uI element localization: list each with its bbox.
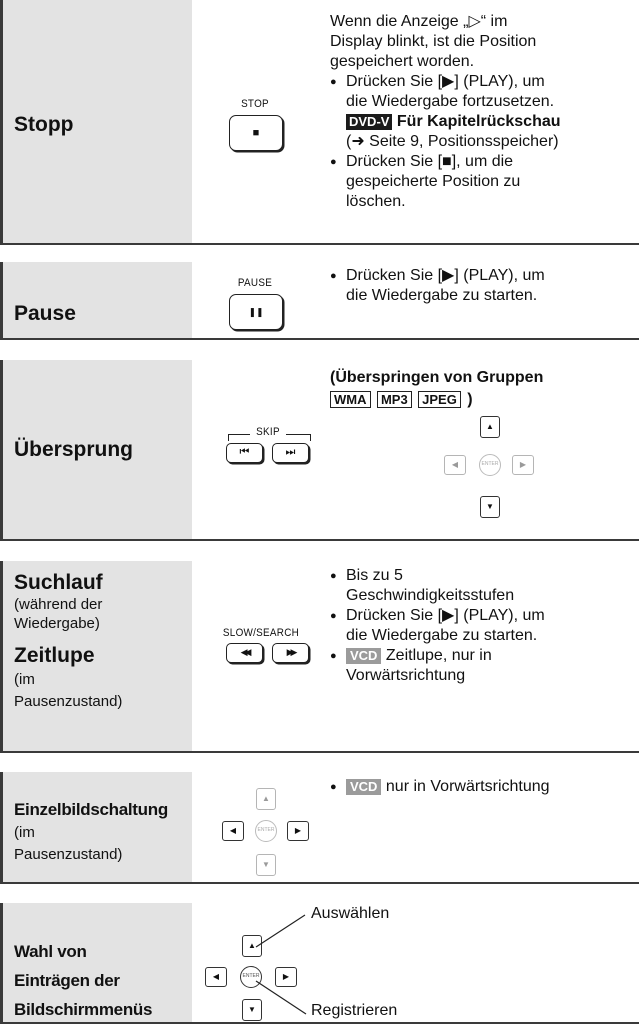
menu-title-line: Wahl von: [14, 942, 87, 961]
search-subtitle: Wiedergabe): [14, 615, 100, 632]
skip-prev-button[interactable]: [226, 443, 263, 463]
frame-bullet-text: nur in Vorwärtsrichtung: [385, 778, 550, 795]
search-subtitle: (während der: [14, 596, 103, 613]
right-arrow-button[interactable]: ▶: [275, 967, 297, 987]
stop-bullet-line: ● Drücken Sie [■], um die: [346, 153, 514, 170]
row-stop: [0, 0, 639, 245]
rewind-icon: ◀◀: [240, 647, 249, 657]
stop-text-line: gespeichert worden.: [330, 53, 475, 70]
stop-bullet-line: die Wiedergabe fortzusetzen.: [346, 93, 555, 110]
stop-button[interactable]: [229, 115, 283, 151]
left-arrow-button[interactable]: ◀: [205, 967, 227, 987]
row-frame-title: [14, 797, 168, 864]
search-bullet-line: Zeitlupe, nur in: [385, 647, 492, 664]
skip-next-icon: ⏭: [285, 446, 296, 458]
fast-forward-icon: ▶▶: [286, 647, 295, 657]
callout-register: Registrieren: [311, 1002, 398, 1019]
slow-subtitle: (im: [14, 671, 35, 688]
search-vcd-line: [346, 646, 633, 666]
stop-bullet-line: gespeicherte Position zu: [346, 173, 521, 190]
stop-bullet-resume: [330, 72, 633, 152]
menu-title-line: Einträgen der: [14, 971, 120, 990]
search-bullet-speeds: [330, 566, 633, 606]
row-pause-text: [330, 266, 633, 306]
down-arrow-button[interactable]: ▼: [242, 999, 262, 1021]
enter-button[interactable]: ENTER: [240, 966, 262, 988]
right-arrow-button[interactable]: ▶: [287, 821, 309, 841]
dvd-v-badge: DVD-V: [346, 114, 392, 130]
row-stop-text: [330, 12, 633, 212]
row-frame-text: [330, 777, 633, 797]
right-arrow-button[interactable]: ▶: [512, 455, 534, 475]
skip-heading-close: ): [467, 391, 473, 408]
skip-button-label: SKIP: [250, 426, 286, 438]
row-skip: [0, 360, 639, 541]
left-arrow-button[interactable]: ◀: [222, 821, 244, 841]
skip-heading: (Überspringen von Gruppen: [330, 369, 544, 386]
stop-text-line: Display blinkt, ist die Position: [330, 33, 537, 50]
row-menu: [0, 903, 639, 1026]
row-search-title: [14, 571, 122, 711]
menu-title-line: Bildschirmmenüs: [14, 1000, 153, 1019]
up-arrow-button[interactable]: ▲: [480, 416, 500, 438]
pause-button-label: PAUSE: [237, 277, 273, 289]
callout-select: Auswählen: [311, 905, 390, 922]
up-arrow-button[interactable]: ▲: [256, 788, 276, 810]
rewind-search-button[interactable]: [226, 643, 263, 663]
row-search-text: [330, 566, 633, 686]
mp3-badge: MP3: [377, 391, 412, 408]
search-bullet-play: [330, 606, 633, 646]
pause-bullet-line: die Wiedergabe zu starten.: [346, 287, 538, 304]
search-bullet-line: Geschwindigkeitsstufen: [346, 587, 515, 604]
row-frame: [0, 772, 639, 884]
stop-text-line: Wenn die Anzeige „▷“ im: [330, 13, 508, 30]
down-arrow-button[interactable]: ▼: [256, 854, 276, 876]
stop-bullet-clear: [330, 152, 633, 212]
slow-title: Zeitlupe: [14, 644, 95, 667]
search-bullet-line: die Wiedergabe zu starten.: [346, 627, 538, 644]
search-title: Suchlauf: [14, 571, 103, 594]
down-arrow-button[interactable]: ▼: [480, 496, 500, 518]
jpeg-badge: JPEG: [418, 391, 461, 408]
stop-bullet-line: löschen.: [346, 193, 406, 210]
chapter-review-label: Für Kapitelrückschau: [396, 113, 561, 130]
search-bullet-line: ● Drücken Sie [▶] (PLAY), um: [346, 607, 545, 624]
row-skip-title: Übersprung: [14, 438, 134, 461]
pause-bullet-line: ● Drücken Sie [▶] (PLAY), um: [346, 267, 545, 284]
left-arrow-button[interactable]: ◀: [444, 455, 466, 475]
row-pause-title: Pause: [14, 302, 76, 325]
stop-chapter-review: [346, 112, 633, 132]
pause-icon: ❚❚: [248, 307, 264, 317]
stop-icon: ■: [252, 127, 260, 139]
stop-bullet-line: ● Drücken Sie [▶] (PLAY), um: [346, 73, 545, 90]
vcd-badge: VCD: [346, 648, 381, 664]
row-pause: [0, 262, 639, 340]
frame-bullet: [330, 777, 633, 797]
up-arrow-button[interactable]: ▲: [242, 935, 262, 957]
enter-button[interactable]: ENTER: [479, 454, 501, 476]
forward-search-button[interactable]: [272, 643, 309, 663]
pause-button[interactable]: [229, 294, 283, 330]
skip-previous-icon: ⏮: [239, 446, 250, 458]
row-skip-text: [330, 368, 633, 410]
row-pause-label-bg: [3, 262, 192, 338]
skip-next-button[interactable]: [272, 443, 309, 463]
frame-title: Einzelbildschaltung: [14, 800, 168, 819]
stop-button-label: STOP: [241, 98, 269, 110]
frame-subtitle: Pausenzustand): [14, 846, 123, 863]
row-stop-title: Stopp: [14, 113, 74, 136]
search-bullet-line: Vorwärtsrichtung: [346, 667, 466, 684]
search-bullet-vcd: [330, 646, 633, 686]
vcd-badge: VCD: [346, 779, 381, 795]
wma-badge: WMA: [330, 391, 371, 408]
search-bullet-line: ● Bis zu 5: [346, 567, 403, 584]
frame-subtitle: (im: [14, 824, 35, 841]
stop-bullet-line: (➜ Seite 9, Positionsspeicher): [346, 133, 559, 150]
slow-subtitle: Pausenzustand): [14, 693, 123, 710]
skip-format-tags: [330, 390, 633, 410]
row-search: [0, 561, 639, 753]
pause-bullet: [330, 266, 633, 306]
slow-search-button-label: SLOW/SEARCH: [222, 627, 300, 639]
enter-button[interactable]: ENTER: [255, 820, 277, 842]
